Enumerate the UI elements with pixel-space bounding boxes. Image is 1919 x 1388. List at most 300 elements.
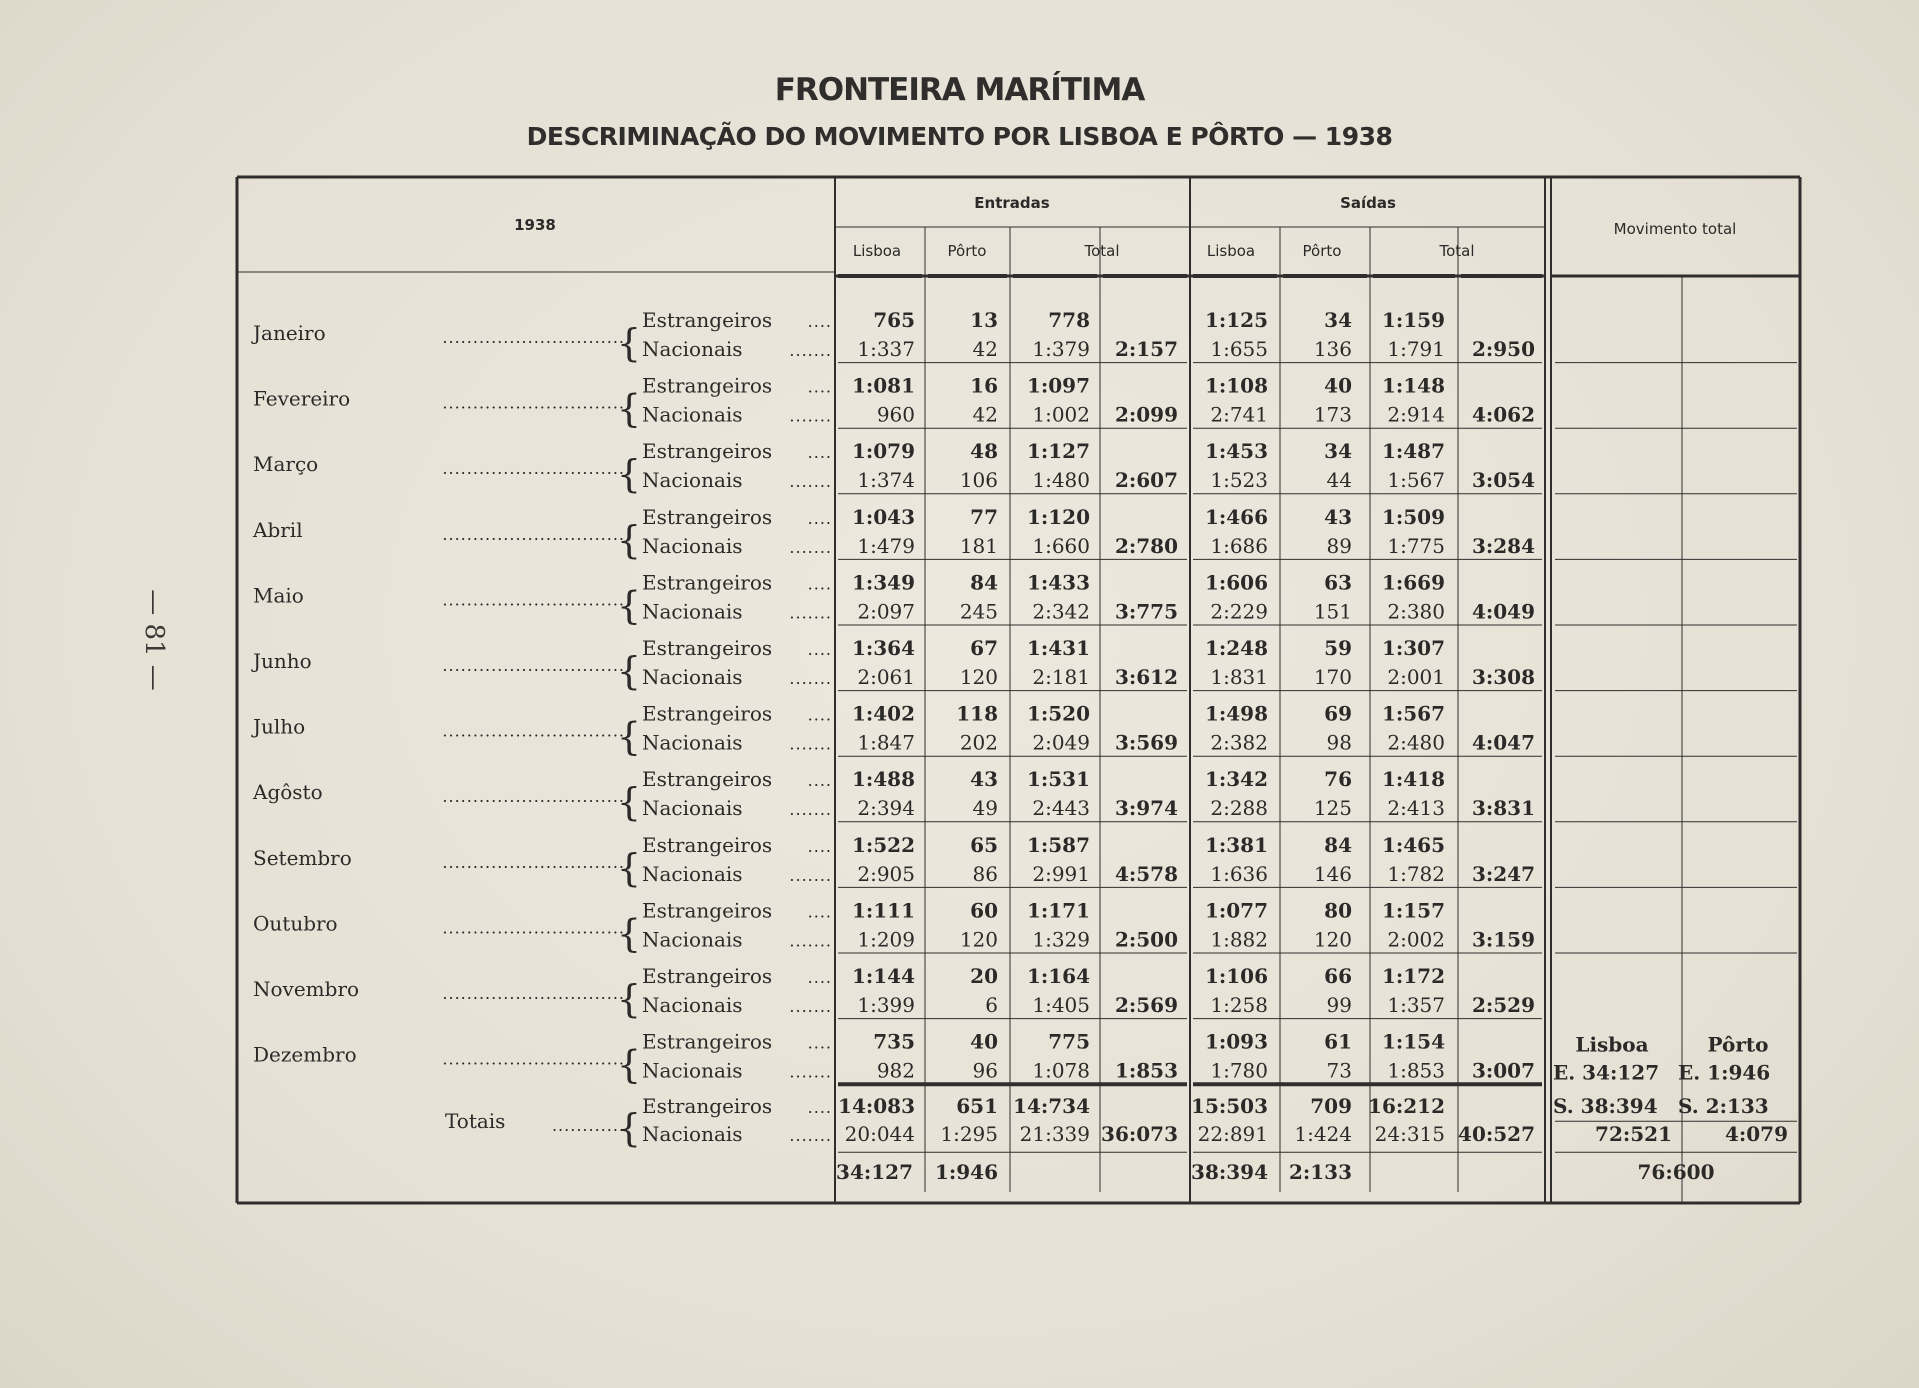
month-10-estr-e_por: 20 — [970, 964, 998, 988]
mov-porto-total: 4:079 — [1724, 1122, 1788, 1147]
totals-nac-e_sum: 36:073 — [1101, 1122, 1178, 1147]
month-5-nac-e_sum: 3:612 — [1114, 665, 1178, 689]
month-4-nac-e_tot: 2:342 — [1032, 599, 1090, 624]
month-10-estr-s_tot: 1:172 — [1381, 964, 1445, 988]
totals-estr-s_lis: 15:503 — [1191, 1094, 1268, 1119]
month-7-nac-e_tot: 2:443 — [1032, 796, 1090, 821]
month-7-estr-label: Estrangeiros — [642, 767, 773, 792]
month-5-nac-s_lis: 1:831 — [1210, 665, 1268, 689]
month-0-nac-e_tot: 1:379 — [1032, 337, 1090, 361]
month-9-estr-s_tot: 1:157 — [1381, 898, 1445, 923]
month-9-estr-dots: .... — [807, 902, 832, 922]
month-10-estr-s_por: 66 — [1324, 964, 1352, 988]
month-5-estr-s_tot: 1:307 — [1381, 636, 1445, 660]
month-1-nac-e_tot: 1:002 — [1032, 402, 1090, 427]
mov-lisboa-total: 72:521 — [1595, 1122, 1672, 1147]
month-11-name: Dezembro — [253, 1042, 357, 1067]
month-10-nac-label: Nacionais — [642, 993, 743, 1017]
month-1-estr-label: Estrangeiros — [642, 373, 773, 398]
year-header: 1938 — [514, 216, 556, 234]
month-3-nac-e_tot: 1:660 — [1032, 533, 1090, 558]
month-3-leader-dots: .............................. — [442, 524, 625, 544]
month-10-nac-e_por: 6 — [985, 993, 998, 1017]
month-10-estr-e_tot: 1:164 — [1026, 964, 1090, 988]
totals-nac-e_lis: 20:044 — [844, 1122, 915, 1147]
month-4-nac-e_lis: 2:097 — [857, 599, 915, 624]
month-0-estr-s_lis: 1:125 — [1204, 308, 1268, 332]
month-7-nac-dots: ....... — [789, 800, 832, 820]
month-11-leader-dots: .............................. — [442, 1049, 625, 1069]
month-7-nac-s_lis: 2:288 — [1210, 796, 1268, 821]
month-9-estr-s_por: 80 — [1324, 898, 1352, 923]
month-1-brace: { — [616, 386, 642, 431]
month-2-nac-e_sum: 2:607 — [1114, 468, 1178, 493]
month-9-nac-dots: ....... — [789, 931, 832, 951]
month-11-estr-s_tot: 1:154 — [1381, 1029, 1445, 1054]
mov-porto-label: Pôrto — [1707, 1032, 1769, 1057]
month-1-nac-e_sum: 2:099 — [1114, 402, 1178, 427]
month-5-nac-e_lis: 2:061 — [857, 665, 915, 689]
month-8-nac-s_tot: 1:782 — [1387, 861, 1445, 886]
month-10-nac-dots: ....... — [789, 997, 832, 1016]
month-3-estr-label: Estrangeiros — [642, 504, 773, 529]
month-4-nac-s_sum: 4:049 — [1471, 599, 1535, 624]
totals-brace: { — [616, 1106, 642, 1151]
month-3-estr-e_por: 77 — [970, 504, 998, 529]
month-4-nac-s_lis: 2:229 — [1210, 599, 1268, 624]
month-6-nac-dots: ....... — [789, 734, 832, 754]
month-0-estr-dots: .... — [807, 312, 832, 331]
month-8-nac-e_tot: 2:991 — [1032, 861, 1090, 886]
month-4-estr-dots: .... — [807, 574, 832, 594]
month-2-nac-label: Nacionais — [642, 468, 743, 493]
month-3-estr-s_lis: 1:466 — [1204, 504, 1268, 529]
month-0-estr-label: Estrangeiros — [642, 308, 773, 332]
month-4-estr-e_por: 84 — [970, 570, 998, 595]
month-2-nac-s_por: 44 — [1326, 468, 1352, 493]
month-9-estr-label: Estrangeiros — [642, 898, 773, 923]
month-11-estr-s_lis: 1:093 — [1204, 1029, 1268, 1054]
month-5-nac-s_por: 170 — [1313, 665, 1352, 689]
month-4-estr-s_por: 63 — [1324, 570, 1352, 595]
mov-lisboa-label: Lisboa — [1575, 1032, 1649, 1057]
month-11-estr-dots: .... — [807, 1033, 832, 1053]
month-1-nac-e_por: 42 — [972, 402, 998, 427]
month-11-estr-e_lis: 735 — [873, 1029, 915, 1054]
month-8-estr-dots: .... — [807, 836, 832, 856]
month-6-estr-e_tot: 1:520 — [1026, 701, 1090, 726]
month-10-estr-e_lis: 1:144 — [851, 964, 915, 988]
month-9-leader-dots: .............................. — [442, 918, 625, 938]
month-0-estr-e_tot: 778 — [1048, 308, 1090, 332]
month-3-nac-dots: ....... — [789, 537, 832, 557]
month-3-nac-label: Nacionais — [642, 533, 743, 558]
month-3-nac-e_sum: 2:780 — [1114, 533, 1178, 558]
month-9-brace: { — [616, 911, 642, 956]
month-11-nac-e_sum: 1:853 — [1114, 1058, 1178, 1083]
month-5-brace: { — [616, 649, 642, 693]
movimento-total-header: Movimento total — [1613, 220, 1737, 238]
month-11-nac-e_tot: 1:078 — [1032, 1058, 1090, 1083]
grand-s-por: 2:133 — [1288, 1160, 1352, 1185]
month-0-nac-dots: ....... — [789, 341, 832, 360]
month-5-estr-dots: .... — [807, 640, 832, 659]
entradas-header: Entradas — [974, 194, 1050, 212]
month-4-nac-s_tot: 2:380 — [1387, 599, 1445, 624]
grand-s-lis: 38:394 — [1191, 1160, 1268, 1185]
month-8-estr-s_tot: 1:465 — [1381, 832, 1445, 857]
month-10-nac-s_sum: 2:529 — [1471, 993, 1535, 1017]
month-2-nac-e_por: 106 — [959, 468, 998, 493]
page-subtitle: DESCRIMINAÇÃO DO MOVIMENTO POR LISBOA E PÔRTO — 1938 — [526, 122, 1393, 151]
month-7-nac-e_lis: 2:394 — [857, 796, 915, 821]
month-7-nac-s_sum: 3:831 — [1471, 796, 1535, 821]
month-10-nac-e_lis: 1:399 — [857, 993, 915, 1017]
month-9-nac-e_lis: 1:209 — [857, 927, 915, 952]
month-0-nac-s_sum: 2:950 — [1471, 337, 1535, 361]
month-5-nac-dots: ....... — [789, 669, 832, 688]
month-8-nac-dots: ....... — [789, 865, 832, 885]
month-7-estr-s_por: 76 — [1324, 767, 1352, 792]
totals-nac-s_lis: 22:891 — [1197, 1122, 1268, 1147]
month-4-brace: { — [616, 583, 642, 628]
month-3-nac-e_lis: 1:479 — [857, 533, 915, 558]
month-6-nac-s_lis: 2:382 — [1210, 730, 1268, 755]
month-9-estr-s_lis: 1:077 — [1204, 898, 1268, 923]
month-6-estr-s_por: 69 — [1324, 701, 1352, 726]
month-5-estr-e_tot: 1:431 — [1026, 636, 1090, 660]
month-7-estr-e_lis: 1:488 — [851, 767, 915, 792]
month-7-estr-dots: .... — [807, 771, 832, 791]
month-11-estr-e_por: 40 — [970, 1029, 998, 1054]
month-9-nac-s_sum: 3:159 — [1471, 927, 1535, 952]
month-6-estr-e_por: 118 — [956, 701, 998, 726]
month-3-name: Abril — [253, 517, 303, 542]
month-11-nac-e_lis: 982 — [876, 1058, 915, 1083]
totals-nac-s_sum: 40:527 — [1458, 1122, 1535, 1147]
month-5-name: Junho — [253, 649, 312, 673]
saidas-header: Saídas — [1340, 194, 1396, 212]
month-4-nac-e_sum: 3:775 — [1114, 599, 1178, 624]
grand-e-lis: 34:127 — [836, 1160, 913, 1185]
month-11-nac-label: Nacionais — [642, 1058, 743, 1083]
month-8-estr-e_lis: 1:522 — [851, 832, 915, 857]
month-5-nac-label: Nacionais — [642, 665, 743, 689]
month-8-nac-e_sum: 4:578 — [1114, 861, 1178, 886]
month-5-estr-s_lis: 1:248 — [1204, 636, 1268, 660]
month-9-nac-s_por: 120 — [1313, 927, 1352, 952]
month-9-name: Outubro — [253, 911, 338, 936]
month-0-nac-e_sum: 2:157 — [1114, 337, 1178, 361]
totals-label: Totais — [445, 1109, 506, 1134]
month-6-nac-e_lis: 1:847 — [857, 730, 915, 755]
month-2-estr-e_lis: 1:079 — [851, 439, 915, 464]
month-10-name: Novembro — [253, 977, 360, 1001]
month-1-nac-e_lis: 960 — [876, 402, 915, 427]
month-3-nac-s_por: 89 — [1326, 533, 1352, 558]
month-7-nac-e_por: 49 — [972, 796, 998, 821]
month-11-nac-s_sum: 3:007 — [1471, 1058, 1535, 1083]
month-0-estr-e_lis: 765 — [873, 308, 915, 332]
month-2-name: Março — [253, 452, 319, 477]
month-9-estr-e_tot: 1:171 — [1026, 898, 1090, 923]
month-10-nac-s_por: 99 — [1326, 993, 1352, 1017]
month-5-nac-s_tot: 2:001 — [1387, 665, 1445, 689]
month-8-estr-e_por: 65 — [970, 832, 998, 857]
month-0-nac-s_lis: 1:655 — [1210, 337, 1268, 361]
month-5-nac-s_sum: 3:308 — [1471, 665, 1535, 689]
month-7-brace: { — [616, 780, 642, 825]
month-1-nac-dots: ....... — [789, 406, 832, 426]
month-10-nac-s_tot: 1:357 — [1387, 993, 1445, 1017]
month-11-nac-s_lis: 1:780 — [1210, 1058, 1268, 1083]
totals-nac-label: Nacionais — [642, 1122, 743, 1147]
month-9-nac-e_por: 120 — [959, 927, 998, 952]
month-8-estr-e_tot: 1:587 — [1026, 832, 1090, 857]
month-0-nac-e_lis: 1:337 — [857, 337, 915, 361]
month-8-nac-s_lis: 1:636 — [1210, 861, 1268, 886]
month-10-estr-s_lis: 1:106 — [1204, 964, 1268, 988]
totals-estr-s_tot: 16:212 — [1368, 1094, 1445, 1119]
month-5-estr-label: Estrangeiros — [642, 636, 773, 660]
month-1-estr-dots: .... — [807, 377, 832, 397]
month-7-nac-e_sum: 3:974 — [1114, 796, 1178, 821]
month-1-nac-s_lis: 2:741 — [1210, 402, 1268, 427]
month-0-nac-e_por: 42 — [972, 337, 998, 361]
totals-nac-e_tot: 21:339 — [1019, 1122, 1090, 1147]
month-0-leader-dots: .............................. — [442, 328, 625, 347]
month-8-estr-s_por: 84 — [1324, 832, 1352, 857]
month-1-leader-dots: .............................. — [442, 393, 625, 413]
month-7-estr-e_tot: 1:531 — [1026, 767, 1090, 792]
month-9-estr-e_lis: 1:111 — [851, 898, 915, 923]
month-2-estr-label: Estrangeiros — [642, 439, 773, 464]
mov-grand-total: 76:600 — [1637, 1160, 1715, 1185]
totals-estr-e_lis: 14:083 — [838, 1094, 915, 1119]
month-10-estr-dots: .... — [807, 968, 832, 987]
month-1-nac-s_sum: 4:062 — [1471, 402, 1535, 427]
month-10-estr-label: Estrangeiros — [642, 964, 773, 988]
page-number-text: — 81 — — [139, 589, 169, 691]
totals-estr-s_por: 709 — [1310, 1094, 1352, 1119]
month-7-nac-label: Nacionais — [642, 796, 743, 821]
month-5-leader-dots: .............................. — [442, 656, 625, 675]
month-4-name: Maio — [253, 583, 304, 608]
month-2-estr-s_lis: 1:453 — [1204, 439, 1268, 464]
month-1-estr-s_lis: 1:108 — [1204, 373, 1268, 398]
month-6-leader-dots: .............................. — [442, 721, 625, 741]
page-title: FRONTEIRA MARÍTIMA — [774, 72, 1145, 108]
month-8-nac-s_sum: 3:247 — [1471, 861, 1535, 886]
month-1-estr-s_tot: 1:148 — [1381, 373, 1445, 398]
month-7-name: Agôsto — [253, 780, 323, 805]
month-1-estr-e_por: 16 — [970, 373, 998, 398]
month-10-nac-e_tot: 1:405 — [1032, 993, 1090, 1017]
month-10-nac-s_lis: 1:258 — [1210, 993, 1268, 1017]
month-0-nac-s_por: 136 — [1313, 337, 1352, 361]
totals-estr-dots: .... — [807, 1098, 832, 1118]
month-1-estr-e_tot: 1:097 — [1026, 373, 1090, 398]
month-4-nac-label: Nacionais — [642, 599, 743, 624]
month-1-nac-s_por: 173 — [1313, 402, 1352, 427]
month-10-leader-dots: .............................. — [442, 984, 625, 1003]
month-5-estr-e_lis: 1:364 — [851, 636, 915, 660]
month-8-nac-e_lis: 2:905 — [857, 861, 915, 886]
month-0-estr-s_tot: 1:159 — [1381, 308, 1445, 332]
saidas-lisboa-header: Lisboa — [1206, 242, 1256, 260]
totals-nac-s_tot: 24:315 — [1374, 1122, 1445, 1147]
totals-estr-label: Estrangeiros — [642, 1094, 773, 1119]
month-3-estr-e_lis: 1:043 — [851, 504, 915, 529]
month-7-estr-s_lis: 1:342 — [1204, 767, 1268, 792]
month-4-leader-dots: .............................. — [442, 590, 625, 610]
month-9-nac-e_sum: 2:500 — [1114, 927, 1178, 952]
month-3-brace: { — [616, 517, 642, 562]
mov-porto-s: S. 2:133 — [1678, 1094, 1769, 1119]
month-9-nac-s_tot: 2:002 — [1387, 927, 1445, 952]
month-6-estr-s_lis: 1:498 — [1204, 701, 1268, 726]
month-4-nac-e_por: 245 — [959, 599, 998, 624]
month-5-nac-e_tot: 2:181 — [1032, 665, 1090, 689]
month-2-nac-dots: ....... — [789, 472, 832, 492]
month-7-nac-s_por: 125 — [1313, 796, 1352, 821]
mov-lisboa-e: E. 34:127 — [1553, 1060, 1660, 1085]
month-6-estr-label: Estrangeiros — [642, 701, 773, 726]
month-2-nac-s_tot: 1:567 — [1387, 468, 1445, 493]
month-6-nac-s_sum: 4:047 — [1471, 730, 1535, 755]
month-3-estr-dots: .... — [807, 508, 832, 528]
month-8-nac-e_por: 86 — [972, 861, 998, 886]
month-11-nac-s_por: 73 — [1326, 1058, 1352, 1083]
month-11-estr-s_por: 61 — [1324, 1029, 1352, 1054]
month-3-estr-s_por: 43 — [1324, 504, 1352, 529]
month-10-brace: { — [616, 977, 642, 1021]
month-11-brace: { — [616, 1042, 642, 1087]
month-2-estr-dots: .... — [807, 443, 832, 463]
month-3-nac-s_sum: 3:284 — [1471, 533, 1535, 558]
month-2-nac-s_lis: 1:523 — [1210, 468, 1268, 493]
month-3-nac-e_por: 181 — [959, 533, 998, 558]
month-11-estr-label: Estrangeiros — [642, 1029, 773, 1054]
month-4-estr-label: Estrangeiros — [642, 570, 773, 595]
saidas-total-header: Total — [1439, 242, 1475, 260]
totals-estr-e_por: 651 — [956, 1094, 998, 1119]
month-2-estr-e_por: 48 — [970, 439, 998, 464]
month-8-name: Setembro — [253, 845, 352, 870]
mov-lisboa-s: S. 38:394 — [1553, 1094, 1658, 1119]
month-3-estr-s_tot: 1:509 — [1381, 504, 1445, 529]
month-6-nac-e_tot: 2:049 — [1032, 730, 1090, 755]
month-9-nac-label: Nacionais — [642, 927, 743, 952]
month-6-nac-e_sum: 3:569 — [1114, 730, 1178, 755]
month-3-nac-s_tot: 1:775 — [1387, 533, 1445, 558]
month-8-brace: { — [616, 845, 642, 890]
month-2-estr-e_tot: 1:127 — [1026, 439, 1090, 464]
month-2-estr-s_por: 34 — [1324, 439, 1352, 464]
mov-porto-e: E. 1:946 — [1678, 1060, 1771, 1085]
month-4-nac-dots: ....... — [789, 603, 832, 623]
month-4-estr-s_tot: 1:669 — [1381, 570, 1445, 595]
month-6-name: Julho — [253, 714, 306, 739]
entradas-total-header: Total — [1084, 242, 1120, 260]
month-8-nac-s_por: 146 — [1313, 861, 1352, 886]
month-6-estr-e_lis: 1:402 — [851, 701, 915, 726]
month-2-nac-e_lis: 1:374 — [857, 468, 915, 493]
month-9-nac-s_lis: 1:882 — [1210, 927, 1268, 952]
month-6-nac-label: Nacionais — [642, 730, 743, 755]
entradas-lisboa-header: Lisboa — [852, 242, 902, 260]
grand-e-por: 1:946 — [934, 1160, 998, 1185]
month-3-nac-s_lis: 1:686 — [1210, 533, 1268, 558]
month-2-estr-s_tot: 1:487 — [1381, 439, 1445, 464]
month-7-estr-s_tot: 1:418 — [1381, 767, 1445, 792]
month-6-estr-s_tot: 1:567 — [1381, 701, 1445, 726]
month-1-name: Fevereiro — [253, 386, 351, 411]
month-2-nac-s_sum: 3:054 — [1471, 468, 1535, 493]
month-1-nac-s_tot: 2:914 — [1387, 402, 1445, 427]
entradas-porto-header: Pôrto — [947, 242, 987, 260]
month-4-estr-e_lis: 1:349 — [851, 570, 915, 595]
month-10-nac-e_sum: 2:569 — [1114, 993, 1178, 1017]
month-8-leader-dots: .............................. — [442, 852, 625, 872]
month-6-nac-s_por: 98 — [1326, 730, 1352, 755]
saidas-porto-header: Pôrto — [1302, 242, 1342, 260]
month-8-estr-label: Estrangeiros — [642, 832, 773, 857]
month-11-nac-e_por: 96 — [972, 1058, 998, 1083]
month-7-nac-s_tot: 2:413 — [1387, 796, 1445, 821]
totals-nac-dots: ....... — [789, 1126, 832, 1146]
totals-nac-s_por: 1:424 — [1294, 1122, 1352, 1147]
month-7-leader-dots: .............................. — [442, 787, 625, 807]
month-0-nac-s_tot: 1:791 — [1387, 337, 1445, 361]
month-6-brace: { — [616, 714, 642, 759]
month-2-nac-e_tot: 1:480 — [1032, 468, 1090, 493]
month-0-nac-label: Nacionais — [642, 337, 743, 361]
month-5-estr-s_por: 59 — [1324, 636, 1352, 660]
totals-leader-dots: ............ — [551, 1116, 625, 1136]
month-4-estr-e_tot: 1:433 — [1026, 570, 1090, 595]
month-0-estr-e_por: 13 — [970, 308, 998, 332]
table-cells — [251, 194, 1788, 1184]
month-1-estr-s_por: 40 — [1324, 373, 1352, 398]
month-9-nac-e_tot: 1:329 — [1032, 927, 1090, 952]
month-2-leader-dots: .............................. — [442, 459, 625, 479]
totals-nac-e_por: 1:295 — [940, 1122, 998, 1147]
month-11-estr-e_tot: 775 — [1048, 1029, 1090, 1054]
month-0-name: Janeiro — [253, 321, 326, 345]
totals-estr-e_tot: 14:734 — [1013, 1094, 1090, 1119]
month-5-estr-e_por: 67 — [970, 636, 998, 660]
month-0-brace: { — [616, 321, 642, 365]
month-1-nac-label: Nacionais — [642, 402, 743, 427]
month-11-nac-s_tot: 1:853 — [1387, 1058, 1445, 1083]
month-4-estr-s_lis: 1:606 — [1204, 570, 1268, 595]
month-2-brace: { — [616, 452, 642, 497]
month-3-estr-e_tot: 1:120 — [1026, 504, 1090, 529]
month-6-estr-dots: .... — [807, 705, 832, 725]
month-8-estr-s_lis: 1:381 — [1204, 832, 1268, 857]
month-0-estr-s_por: 34 — [1324, 308, 1352, 332]
month-11-nac-dots: ....... — [789, 1062, 832, 1082]
month-9-estr-e_por: 60 — [970, 898, 998, 923]
month-7-estr-e_por: 43 — [970, 767, 998, 792]
month-5-nac-e_por: 120 — [959, 665, 998, 689]
month-4-nac-s_por: 151 — [1313, 599, 1352, 624]
month-6-nac-e_por: 202 — [959, 730, 998, 755]
month-8-nac-label: Nacionais — [642, 861, 743, 886]
month-1-estr-e_lis: 1:081 — [851, 373, 915, 398]
month-6-nac-s_tot: 2:480 — [1387, 730, 1445, 755]
